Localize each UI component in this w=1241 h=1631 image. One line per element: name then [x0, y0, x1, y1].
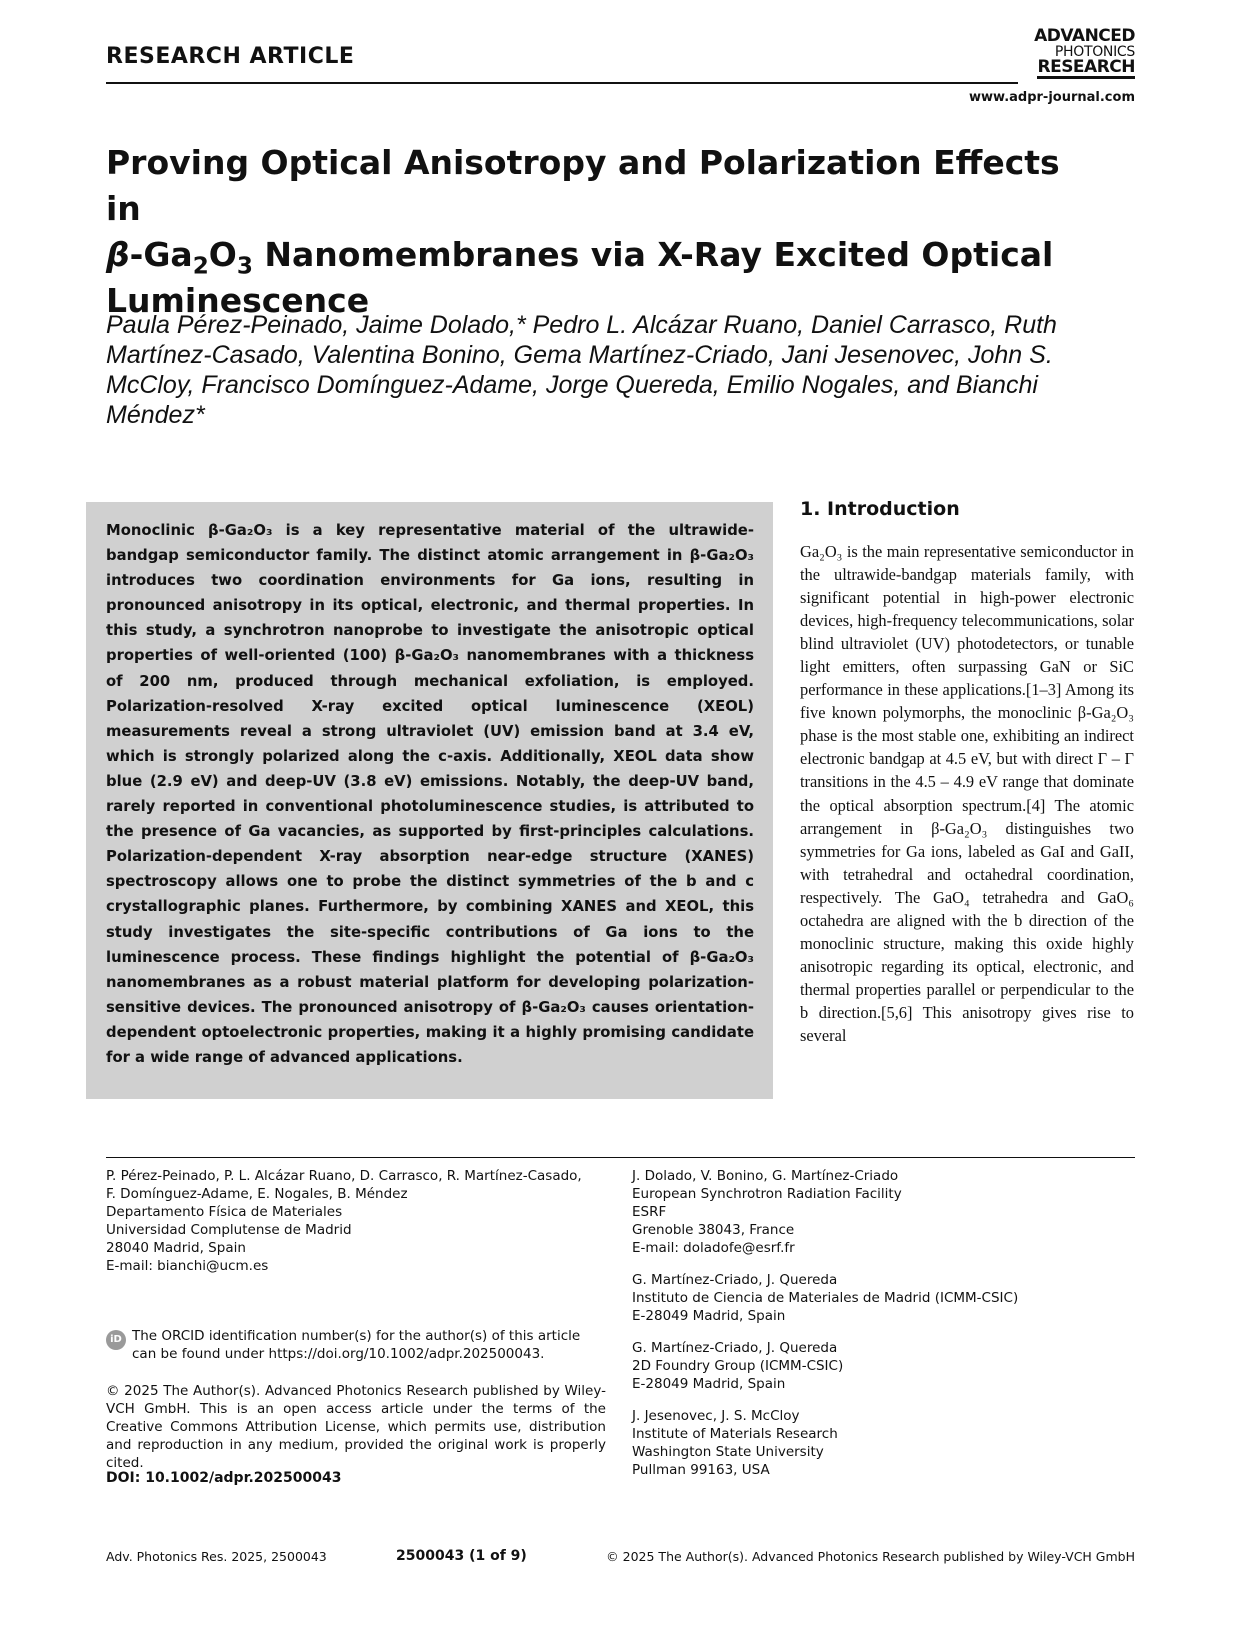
title-line-2-rest: Nanomembranes via X-Ray Excited Optical: [252, 235, 1054, 274]
logo-line-1: ADVANCED: [1034, 26, 1135, 46]
title-line-2: [106, 232, 1086, 278]
license-notice: © 2025 The Author(s). Advanced Photonics Research published by Wiley-VCH GmbH. This is an open access article under the terms of the Creative Commons Attribution License, which permits use, distribution and reproduction in any medium, provided the original work is properly cited.: [106, 1383, 606, 1471]
title-line-1: Proving Optical Anisotropy and Polarization Effects in: [106, 143, 1060, 228]
header-divider: [106, 82, 1018, 84]
section-label: RESEARCH ARTICLE: [106, 44, 355, 69]
affiliation-block: G. Martínez-Criado, J. Quereda Instituto de Ciencia de Materiales de Madrid (ICMM-CSIC) E-28049 Madrid, Spain: [632, 1272, 1019, 1324]
introduction-heading: 1. Introduction: [800, 498, 960, 520]
title-line-3: Luminescence: [106, 281, 370, 320]
orcid-icon: iD: [106, 1330, 126, 1350]
abstract-text: Monoclinic β-Ga₂O₃ is a key representative material of the ultrawide-bandgap semiconductor family. The distinct atomic arrangement in β-Ga₂O₃ introduces two coordination environments for Ga ions, resulting in pronounced anisotropy in its optical, electronic, and thermal properties. In this study, a synchrotron nanoprobe to investigate the anisotropic optical properties of well-oriented (100) β-Ga₂O₃ nanomembranes with a thickness of 200 nm, produced through mechanical exfoliation, is employed. Polarization-resolved X-ray excited optical luminescence (XEOL) measurements reveal a strong ultraviolet (UV) emission band at 3.4 eV, which is strongly polarized along the c-axis. Additionally, XEOL data show blue (2.9 eV) and deep-UV (3.8 eV) emissions. Notably, the deep-UV band, rarely reported in conventional photoluminescence studies, is attributed to the presence of Ga vacancies, as supported by first-principles calculations. Polarization-dependent X-ray absorption near-edge structure (XANES) spectroscopy allows one to probe the distinct symmetries of the b and c crystallographic planes. Furthermore, by combining XANES and XEOL, this study investigates the site-specific contributions of Ga ions to the luminescence process. These findings highlight the potential of β-Ga₂O₃ nanomembranes as a robust material platform for developing polarization-sensitive devices. The pronounced anisotropy of β-Ga₂O₃ causes orientation-dependent optoelectronic properties, making it a highly promising candidate for a wide range of advanced applications.: [106, 522, 754, 1066]
copyright-footer: © 2025 The Author(s). Advanced Photonics Research published by Wiley-VCH GmbH: [606, 1549, 1135, 1564]
title-sub-2: 2: [192, 253, 209, 280]
doi-link[interactable]: DOI: 10.1002/adpr.202500043: [106, 1470, 342, 1486]
affiliations-left-column: [106, 1167, 606, 1289]
introduction-body: Ga₂O₃ is the main representative semiconductor in the ultrawide-bandgap materials family, with significant potential in high-power electronic devices, high-frequency telecommunications, solar blind ultraviolet (UV) photodetectors, or tunable light emitters, often surpassing GaN or SiC performance in these applications.[1–3] Among its five known polymorphs, the monoclinic β-Ga₂O₃ phase is the most stable one, exhibiting an indirect electronic bandgap at 4.5 eV, but with direct Γ – Γ transitions in the 4.5 – 4.9 eV range that dominate the optical absorption spectrum.[4] The atomic arrangement in β-Ga₂O₃ distinguishes two symmetries for Ga ions, labeled as GaI and GaII, with tetrahedral and octahedral coordination, respectively. The GaO₄ tetrahedra and GaO₆ octahedra are aligned with the b direction of the monoclinic structure, making this oxide highly anisotropic regarding its optical, electronic, and thermal properties parallel or perpendicular to the b direction.[5,6] This anisotropy gives rise to several: [800, 542, 1134, 1045]
page-number: 2500043 (1 of 9): [396, 1548, 527, 1564]
article-title: [106, 140, 1086, 324]
author-list: Paula Pérez-Peinado, Jaime Dolado,* Pedro L. Alcázar Ruano, Daniel Carrasco, Ruth Martínez-Casado, Valentina Bonino, Gema Martínez-Criado, Jani Jesenovec, John S. McCloy, Francisco Domínguez-Adame, Jorge Quereda, Emilio Nogales, and Bianchi Méndez*: [106, 311, 1057, 429]
citation-info: Adv. Photonics Res. 2025, 2500043: [106, 1549, 327, 1564]
page-footer: [106, 1549, 1135, 1569]
title-formula-o: O: [208, 235, 237, 274]
journal-logo: [1030, 28, 1135, 80]
logo-line-3: RESEARCH: [1037, 57, 1135, 77]
title-formula-ga: -Ga: [129, 235, 193, 274]
affiliation-block: J. Dolado, V. Bonino, G. Martínez-Criado European Synchrotron Radiation Facility ESRF Grenoble 38043, France E-mail: doladofe@esrf.fr: [632, 1168, 902, 1256]
orcid-text[interactable]: The ORCID identification number(s) for the author(s) of this article can be found under https://doi.org/10.1002/adpr.202500043.: [132, 1328, 581, 1362]
journal-url-link[interactable]: www.adpr-journal.com: [969, 90, 1135, 105]
affiliation-block: J. Jesenovec, J. S. McCloy Institute of Materials Research Washington State University Pullman 99163, USA: [632, 1408, 838, 1478]
logo-line-2: PHOTONICS: [1054, 44, 1135, 60]
affiliations-divider: [106, 1157, 1135, 1158]
affiliations-right-column: [632, 1167, 1112, 1493]
affiliation-block: G. Martínez-Criado, J. Quereda 2D Foundry Group (ICMM-CSIC) E-28049 Madrid, Spain: [632, 1340, 844, 1392]
affiliation-block: P. Pérez-Peinado, P. L. Alcázar Ruano, D. Carrasco, R. Martínez-Casado, F. Domínguez-Adame, E. Nogales, B. Méndez Departamento Física de Materiales Universidad Complutense de Madrid 28040 Madrid, Spain E-mail: bianchi@ucm.es: [106, 1168, 582, 1274]
title-sub-3: 3: [236, 253, 253, 280]
title-beta: β: [106, 235, 130, 274]
